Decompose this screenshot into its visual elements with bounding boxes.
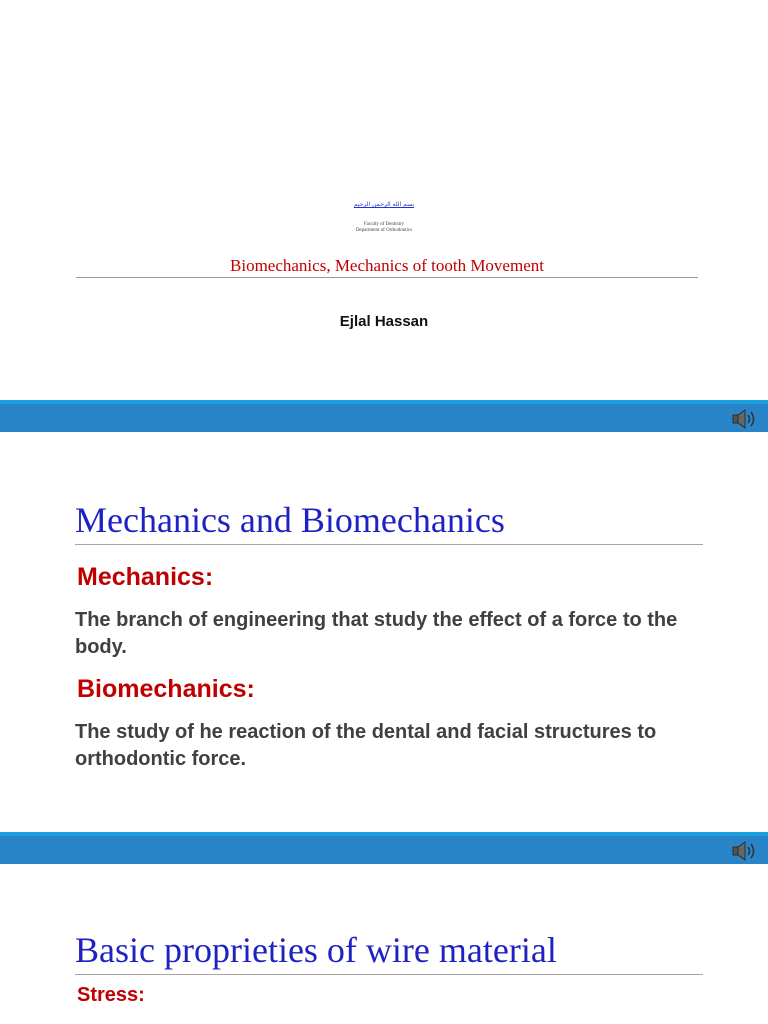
slide-heading: Basic proprieties of wire material — [75, 930, 703, 975]
title-slide — [0, 0, 768, 400]
definition-mechanics: The branch of engineering that study the effect of a force to the body. — [75, 609, 678, 658]
basmala-line: بسم الله الرحمن الرحيم — [353, 201, 415, 208]
term-mechanics: Mechanics: — [77, 563, 214, 591]
slide-separator — [0, 400, 768, 432]
content-slide-mechanics — [0, 432, 768, 832]
presentation-title: Biomechanics, Mechanics of tooth Movement — [76, 256, 698, 278]
department-name: Department of Orthodontics — [355, 228, 413, 233]
slide-separator — [0, 832, 768, 864]
speaker-icon[interactable] — [732, 408, 758, 430]
content-slide-wire-properties — [0, 864, 768, 1024]
speaker-icon[interactable] — [732, 840, 758, 862]
term-stress: Stress: — [77, 984, 145, 1006]
author-name: Ejlal Hassan — [339, 313, 429, 330]
faculty-name: Faculty of Dentistry — [363, 222, 405, 227]
slide-heading: Mechanics and Biomechanics — [75, 500, 703, 545]
definition-biomechanics: The study of he reaction of the dental and facial structures to orthodontic force. — [75, 721, 657, 770]
faculty-block — [0, 222, 768, 234]
term-biomechanics: Biomechanics: — [77, 675, 255, 703]
